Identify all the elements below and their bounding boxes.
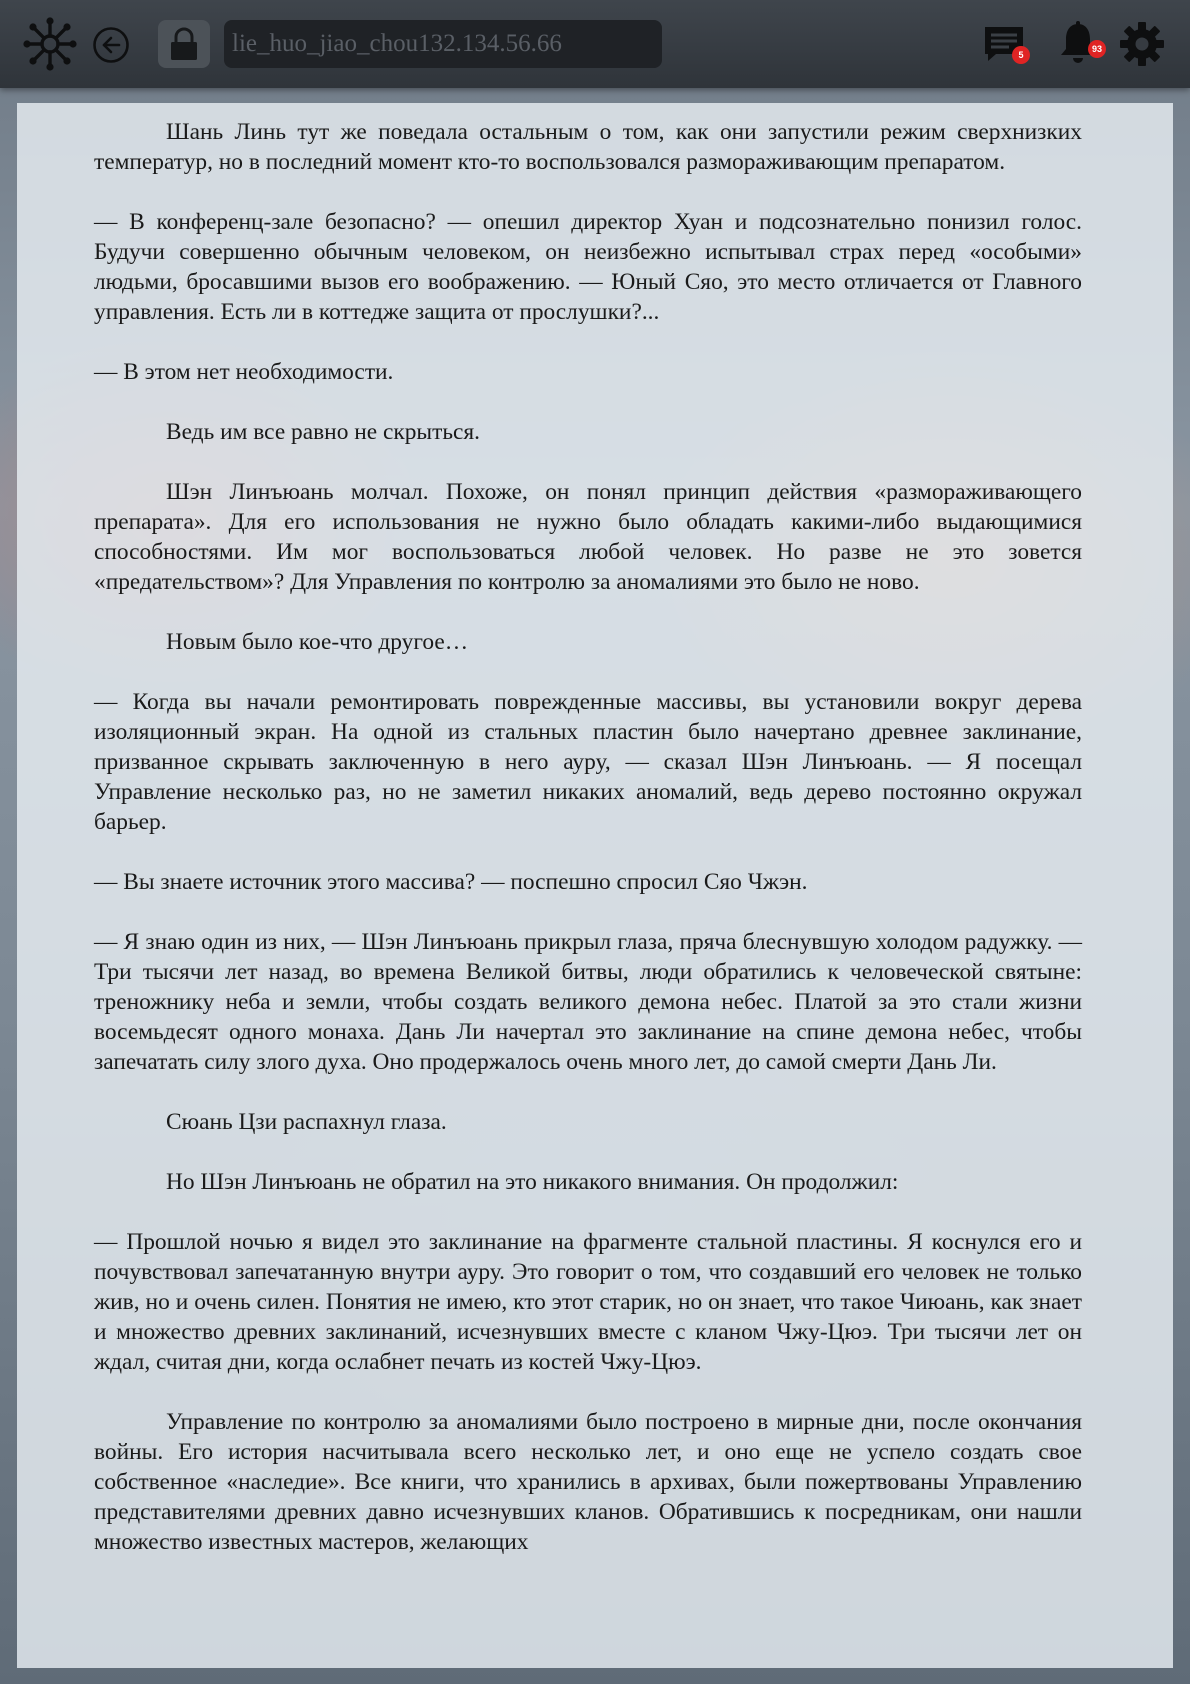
network-hub-icon[interactable] — [22, 16, 78, 72]
arrow-left-icon — [92, 26, 130, 64]
chat-badge: 5 — [1012, 46, 1030, 64]
lock-button[interactable] — [158, 20, 210, 68]
paragraph: Шэн Линъюань молчал. Похоже, он понял принцип действия «размораживающего препарата». Для его использования не нужно было обладать какими-либо выдающимися способностями. Им мог воспользоваться любой человек. Но разве не это зовется «предательством»? Для Управления по контролю за аномалиями это было не ново. — [94, 479, 1082, 595]
paragraph: — Прошлой ночью я видел это заклинание на фрагменте стальной пластины. Я коснулся его и почувствовал запечатанную внутри ауру. Это говорит о том, что создавший его человек не только жив, но и очень силен. Понятия не имею, кто этот старик, но он знает, что такое Чиюань, как знает и множество древних заклинаний, исчезнувших вместе с кланом Чжу-Цюэ. Три тысячи лет он ждал, считая дни, когда ослабнет печать из костей Чжу-Цюэ. — [94, 1229, 1082, 1375]
chat-button[interactable] — [980, 22, 1028, 66]
settings-button[interactable] — [1118, 20, 1166, 68]
chapter-text — [94, 117, 1082, 1587]
paragraph: — Вы знаете источник этого массива? — поспешно спросил Сяо Чжэн. — [94, 869, 808, 895]
notifications-button[interactable] — [1056, 20, 1100, 66]
notifications-badge: 93 — [1088, 40, 1106, 58]
paragraph: Но Шэн Линъюань не обратил на это никакого внимания. Он продолжил: — [166, 1169, 899, 1195]
paragraph: — В конференц-зале безопасно? — опешил директор Хуан и подсознательно понизил голос. Будучи совершенно обычным человеком, он неизбежно испытывал страх перед «особыми» людьми, бросавшими вызов его воображению. — Юный Сяо, это место отличается от Главного управления. Есть ли в коттедже защита от прослушки?... — [94, 209, 1082, 325]
paragraph: — Когда вы начали ремонтировать поврежденные массивы, вы установили вокруг дерева изоляционный экран. На одной из стальных пластин было начертано древнее заклинание, призванное скрывать заключенную в него ауру, — сказал Шэн Линъюань. — Я посещал Управление несколько раз, но не заметил никаких аномалий, ведь дерево постоянно окружал барьер. — [94, 689, 1082, 835]
reading-page — [17, 103, 1173, 1668]
paragraph: Новым было кое-что другое… — [166, 629, 469, 655]
lock-icon — [167, 26, 201, 62]
address-field[interactable]: lie_huo_jiao_chou132.134.56.66 — [224, 20, 662, 68]
paragraph: Шань Линь тут же поведала остальным о том, как они запустили режим сверхнизких температур, но в последний момент кто-то воспользовался размораживающим препаратом. — [94, 119, 1082, 175]
back-button[interactable] — [92, 26, 130, 64]
paragraph: Сюань Цзи распахнул глаза. — [166, 1109, 447, 1135]
paragraph: — Я знаю один из них, — Шэн Линъюань прикрыл глаза, пряча блеснувшую холодом радужку. — Три тысячи лет назад, во времена Великой битвы, люди обратились к человеческой святыне: треножнику неба и земли, чтобы создать великого демона небес. Платой за это стали жизни восемьдесят одного монаха. Дань Ли начертал это заклинание на спине демона небес, чтобы запечатать силу злого духа. Оно продержалось очень много лет, до самой смерти Дань Ли. — [94, 929, 1082, 1075]
paragraph: — В этом нет необходимости. — [94, 359, 394, 385]
paragraph: Ведь им все равно не скрыться. — [166, 419, 481, 445]
paragraph: Управление по контролю за аномалиями было построено в мирные дни, после окончания войны. Его история насчитывала всего несколько лет, и оно еще не успело создать свое собственное «наследие». Все книги, что хранились в архивах, были пожертвованы Управлению представителями древних давно исчезнувших кланов. Обратившись к посредникам, они нашли множество известных мастеров, желающих — [94, 1409, 1082, 1555]
gear-icon — [1119, 21, 1165, 67]
top-toolbar — [0, 0, 1190, 88]
